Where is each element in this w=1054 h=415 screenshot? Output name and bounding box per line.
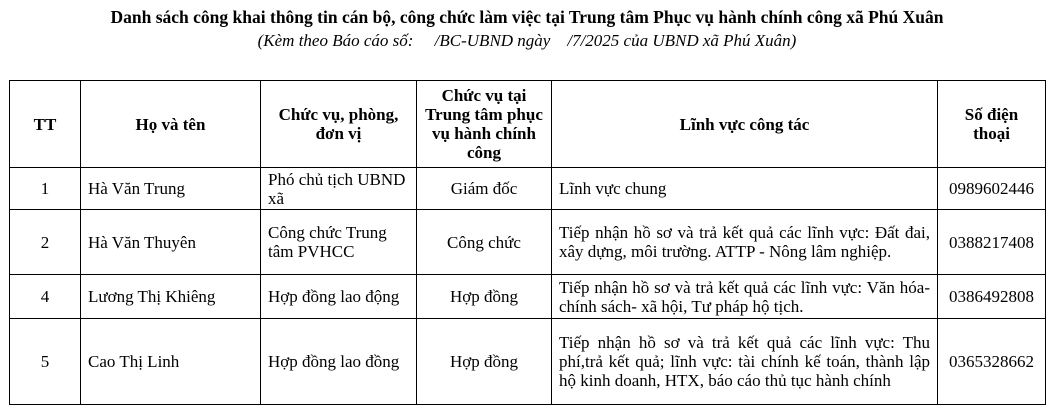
document-title: Danh sách công khai thông tin cán bộ, công chức làm việc tại Trung tâm Phục vụ hành chính công xã Phú Xuân [110,7,944,27]
cell-field: Tiếp nhận hồ sơ và trả kết quả các lĩnh vực: Thu phí,trả kết quả; lĩnh vực: tài chính kế toán, thành lập hộ kinh doanh, HTX, báo cáo thủ tục hành chính [552,319,938,405]
cell-field: Lĩnh vực chung [552,168,938,210]
cell-center-role: Công chức [417,210,552,275]
cell-phone: 0989602446 [938,168,1046,210]
cell-center-role: Hợp đồng [417,319,552,405]
table-row [10,210,1046,275]
col-header-center-role: Chức vụ tại Trung tâm phục vụ hành chính công [417,81,552,168]
cell-name: Lương Thị Khiêng [81,275,261,319]
cell-tt: 5 [10,319,81,405]
col-header-position: Chức vụ, phòng, đơn vị [261,81,417,168]
col-header-tt: TT [10,81,81,168]
cell-field: Tiếp nhận hồ sơ và trả kết quả các lĩnh vực: Đất đai, xây dựng, môi trường. ATTP - Nông lâm nghiệp. [552,210,938,275]
cell-position: Hợp đồng lao đồng [261,319,417,405]
cell-tt: 2 [10,210,81,275]
cell-name: Hà Văn Thuyên [81,210,261,275]
table-row [10,168,1046,210]
cell-phone: 0388217408 [938,210,1046,275]
cell-tt: 4 [10,275,81,319]
col-header-name: Họ và tên [81,81,261,168]
document-subtitle: (Kèm theo Báo cáo số: /BC-UBND ngày /7/2025 của UBND xã Phú Xuân) [257,31,797,50]
cell-center-role: Giám đốc [417,168,552,210]
col-header-phone: Số điện thoại [938,81,1046,168]
cell-phone: 0365328662 [938,319,1046,405]
table-row [10,319,1046,405]
cell-position: Công chức Trung tâm PVHCC [261,210,417,275]
cell-name: Hà Văn Trung [81,168,261,210]
col-header-field: Lĩnh vực công tác [552,81,938,168]
cell-center-role: Hợp đồng [417,275,552,319]
cell-position: Phó chủ tịch UBND xã [261,168,417,210]
staff-table [9,80,1046,405]
table-header-row [10,81,1046,168]
cell-field: Tiếp nhận hồ sơ và trả kết quả các lĩnh vực: Văn hóa- chính sách- xã hội, Tư pháp hộ tịch. [552,275,938,319]
table-row [10,275,1046,319]
cell-phone: 0386492808 [938,275,1046,319]
cell-name: Cao Thị Linh [81,319,261,405]
cell-position: Hợp đồng lao động [261,275,417,319]
cell-tt: 1 [10,168,81,210]
